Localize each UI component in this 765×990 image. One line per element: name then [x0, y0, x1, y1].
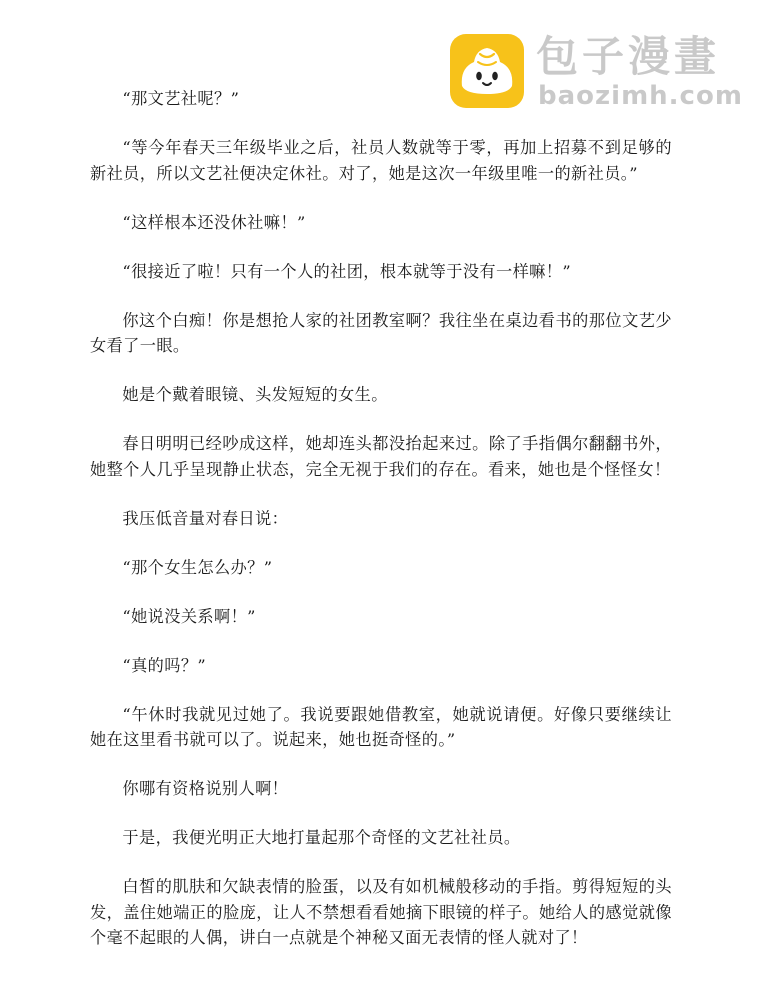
- paragraph: “等今年春天三年级毕业之后，社员人数就等于零，再加上招募不到足够的新社员，所以文艺社便决定休社。对了，她是这次一年级里唯一的新社员。”: [90, 138, 672, 183]
- paragraph: “真的吗？”: [122, 655, 207, 675]
- paragraph: “很接近了啦！只有一个人的社团，根本就等于没有一样嘛！”: [122, 261, 572, 281]
- paragraph: “她说没关系啊！”: [122, 606, 256, 626]
- paragraph: 她是个戴着眼镜、头发短短的女生。: [122, 385, 388, 404]
- paragraph: “那文艺社呢？”: [122, 89, 240, 108]
- paragraph: 我压低音量对春日说：: [122, 508, 289, 528]
- novel-text-body: [90, 86, 672, 974]
- paragraph: 春日明明已经吵成这样，她却连头都没抬起来过。除了手指偶尔翻翻书外，她整个人几乎呈现静止状态，完全无视于我们的存在。看来，她也是个怪怪女！: [90, 434, 672, 479]
- paragraph: 你这个白痴！你是想抢人家的社团教室啊？我往坐在桌边看书的那位文艺少女看了一眼。: [90, 310, 672, 355]
- paragraph: “午休时我就见过她了。我说要跟她借教室，她就说请便。好像只要继续让她在这里看书就可以了。说起来，她也挺奇怪的。”: [90, 704, 672, 749]
- paragraph: “那个女生怎么办？”: [122, 557, 273, 577]
- paragraph: 白皙的肌肤和欠缺表情的脸蛋，以及有如机械般移动的手指。剪得短短的头发，盖住她端正的脸庞，让人不禁想看看她摘下眼镜的样子。她给人的感觉就像个毫不起眼的人偶，讲白一点就是个神秘又面无表情的怪人就对了！: [90, 877, 672, 947]
- watermark-site-domain: baozimh.com: [538, 81, 743, 111]
- paragraph: 于是，我便光明正大地打量起那个奇怪的文艺社社员。: [122, 828, 521, 847]
- watermark-site-name: 包子漫畫: [536, 32, 721, 81]
- paragraph: “这样根本还没休社嘛！”: [122, 212, 306, 232]
- paragraph: 你哪有资格说别人啊！: [122, 779, 289, 798]
